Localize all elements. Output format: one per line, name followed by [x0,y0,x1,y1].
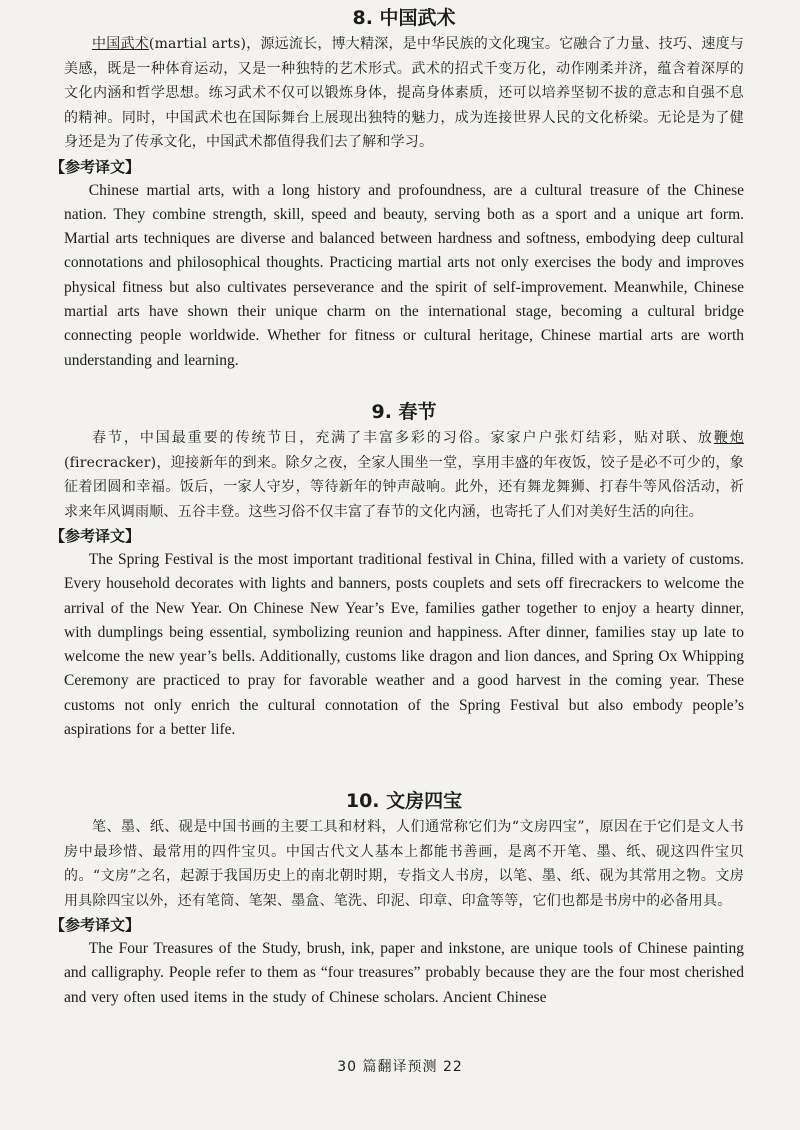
chinese-passage: 笔、墨、纸、砚是中国书画的主要工具和材料，人们通常称它们为“文房四宝”，原因在于它们是文人书房中最珍惜、最常用的四件宝贝。中国古代文人基本上都能书善画，是离不开笔、墨、纸、砚这四件宝贝的。“文房”之名，起源于我国历史上的南北朝时期，专指文人书房，以笔、墨、纸、砚为其常用之物。文房用具除四宝以外，还有笔筒、笔架、墨盒、笔洗、印泥、印章、印盒等等，它们也都是书房中的必备用具。 [64,819,744,909]
english-translation: The Spring Festival is the most important traditional festival in China, filled with a variety of customs. Every household decorates with lights and banners, posts couplets and sets off firecrackers to welcome the arrival of the New Year. On Chinese New Year’s Eve, families gather together to enjoy a hearty dinner, with dumplings being essential, symbolizing reunion and happiness. After dinner, families stay up late to welcome the new year’s bells. Additionally, customs like dragon and lion dances, and Spring Ox Whipping Ceremony are practiced to pray for favorable weather and a good harvest in the coming year. These customs not only enrich the cultural connotation of the Spring Festival but also embody people’s aspirations for a better life. [64,551,744,739]
section-title: 10. 文房四宝 [345,790,463,812]
reference-translation-label: 【参考译文】 [50,916,141,934]
section-four-treasures [50,787,744,1010]
chinese-text: 春节，中国最重要的传统节日，充满了丰富多彩的习俗。家家户户张灯结彩，贴对联、放 [92,430,714,446]
reference-translation-label: 【参考译文】 [50,527,141,545]
section-title: 9. 春节 [371,401,437,423]
underlined-term: 中国武术 [92,36,149,52]
chinese-text: (firecracker)，迎接新年的到来。除夕之夜，全家人围坐一堂，享用丰盛的年夜饭，饺子是必不可少的，象征着团圆和幸福。饭后，一家人守岁，等待新年的钟声敲响。此外，还有舞龙舞狮、打春牛等风俗活动，祈求来年风调雨顺、五谷丰登。这些习俗不仅丰富了春节的文化内涵，也寄托了人们对美好生活的向往。 [64,454,744,520]
english-translation: The Four Treasures of the Study, brush, ink, paper and inkstone, are unique tools of Chinese painting and calligraphy. People refer to them as “four treasures” probably because they are the four most cherished and very often used items in the study of Chinese scholars. Ancient Chinese [64,940,744,1006]
reference-translation-label: 【参考译文】 [50,157,141,176]
underlined-term: 鞭炮 [713,430,744,446]
section-title: 8. 中国武术 [352,7,456,29]
chinese-passage [64,426,744,524]
section-martial-arts [50,4,744,373]
chinese-text: (martial arts)，源远流长，博大精深，是中华民族的文化瑰宝。它融合了力量、技巧、速度与美感，既是一种体育运动，又是一种独特的艺术形式。武术的招式千变万化，动作刚柔并济，蕴含着深厚的文化内涵和哲学思想。练习武术不仅可以锻炼身体，提高身体素质，还可以培养坚韧不拔的意志和自强不息的精神。同时，中国武术也在国际舞台上展现出独特的魅力，成为连接世界人民的文化桥梁。无论是为了健身还是为了传承文化，中国武术都值得我们去了解和学习。 [64,36,744,150]
chinese-passage [64,32,744,155]
english-translation: Chinese martial arts, with a long history and profoundness, are a cultural treasure of the Chinese nation. They combine strength, skill, speed and beauty, serving both as a sport and a unique art form. Martial arts techniques are diverse and balanced between hardness and softness, embodying deep cultural connotations and philosophical thoughts. Practicing martial arts not only exercises the body and improves physical fitness but also cultivates perseverance and the spirit of self-improvement. Meanwhile, Chinese martial arts have shown their unique charm on the international stage, becoming a cultural bridge connecting people worldwide. Whether for fitness or cultural heritage, Chinese martial arts are worth understanding and learning. [64,181,744,369]
section-spring-festival [50,398,744,742]
page-footer: 30 篇翻译预测 22 [337,1059,463,1075]
